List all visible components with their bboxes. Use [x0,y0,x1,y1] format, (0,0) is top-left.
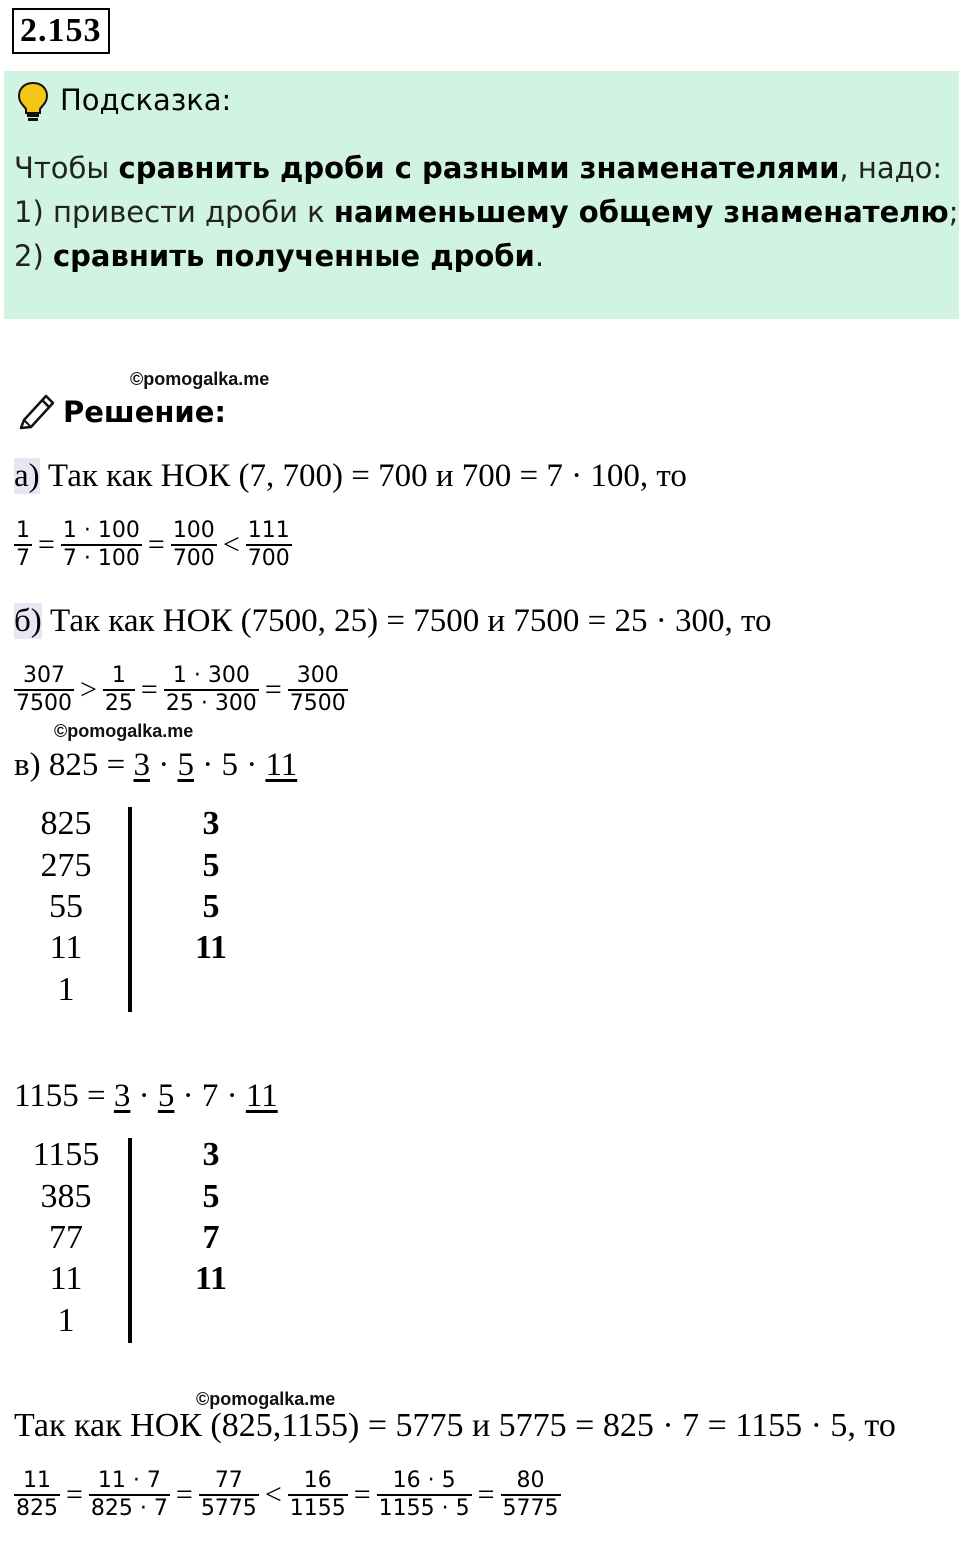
text: < [264,1478,282,1511]
watermark: ©pomogalka.me [130,369,270,389]
text: 1155 [32,1136,100,1173]
divider-line [128,1138,132,1343]
text: 7500 [289,691,346,716]
hint-line-2 [14,194,959,230]
text: = [175,1478,193,1511]
text: 11 [23,1468,51,1493]
fraction [377,1468,472,1522]
text: 1 · 300 [172,663,250,688]
text: 11 [245,1078,278,1114]
text: 7 · 100 [62,546,140,571]
text: 825 · 7 [90,1496,168,1521]
fraction [61,518,142,572]
text: Чтобы [14,151,119,185]
text: 700 [172,546,215,571]
text: 825 = [48,747,134,783]
text: = [477,1478,495,1511]
solution-title: Решение: [63,395,227,429]
text: 11 [194,1260,228,1297]
lightbulb-icon [16,80,50,122]
text: 5 [202,1178,220,1215]
text: = [264,673,282,706]
text: 55 [49,888,83,925]
part-v-conclusion: Так как НОК (825,1155) = 5775 и 5775 = 825 · 7 = 1155 · 5, то [14,1407,896,1444]
text: 77 [49,1219,83,1256]
text: 7500 [16,691,72,716]
text: 300 [296,663,339,688]
text: 275 [40,847,92,884]
part-b-expression [12,663,350,717]
text: 385 [40,1178,92,1215]
fraction [14,663,74,717]
text: 25 [104,691,133,716]
fraction [103,663,135,717]
fraction [164,663,259,717]
text: · 7 · [174,1078,246,1114]
text: 1 [16,518,30,543]
divider-line [128,807,132,1012]
hint-line-1 [14,150,942,186]
text: 1 · 100 [62,518,140,543]
text: 3 [133,747,150,783]
text: · [130,1078,158,1114]
part-v-label: в) [14,747,41,783]
text: 7 [202,1219,220,1256]
hint-line-3 [14,238,544,274]
text: = [353,1478,371,1511]
text: 5 [202,847,220,884]
text: . [534,239,545,273]
fraction [171,518,217,572]
text: наименьшему общему знаменателю [333,195,949,229]
text: = [140,673,158,706]
text: Так как НОК (7, 700) = 700 и 700 = 7 · 100, то [39,458,687,494]
text: 11 · 7 [97,1468,161,1493]
hint-title: Подсказка: [60,83,232,117]
text: = [66,1478,83,1511]
text: 25 · 300 [165,691,257,716]
text: 77 [214,1468,243,1493]
text: 825 [40,805,92,842]
text: 825 [16,1496,58,1521]
text: > [80,673,97,706]
text: 5775 [502,1496,559,1521]
text: 5 [157,1078,175,1114]
text: = [147,528,165,561]
text: 11 [265,747,298,783]
text: 11 [49,1260,83,1297]
text: ; [948,195,959,229]
text: 1) привести дроби к [14,195,334,229]
text: 111 [247,518,290,543]
part-b-text [14,601,772,641]
text: 11 [194,929,228,966]
factorization-table-825 [16,805,276,1015]
text: = [38,528,55,561]
text: 3 [202,1136,220,1173]
text: сравнить полученные дроби [52,239,535,273]
text: 1155 = [14,1078,114,1114]
text: 1 [57,1302,75,1339]
text: 11 [49,929,83,966]
text: 1 [57,971,75,1008]
part-v-eq2 [14,1076,278,1116]
text: 80 [516,1468,545,1493]
pencil-icon [16,390,58,430]
fraction [199,1468,259,1522]
text: 7 [16,546,30,571]
fraction [288,1468,348,1522]
text: 1 [111,663,126,688]
text: · [149,747,178,783]
text: 307 [23,663,65,688]
part-a-text [14,456,687,496]
fraction [14,1468,60,1522]
text: < [222,528,240,561]
text: 1155 · 5 [378,1496,470,1521]
text: 2) [14,239,53,273]
watermark: ©pomogalka.me [196,1389,336,1409]
fraction [501,1468,561,1522]
text: 700 [247,546,290,571]
part-a-expression [12,518,294,572]
text: 5 [177,747,194,783]
text: 3 [113,1078,131,1114]
part-a-label: а) [14,458,40,494]
fraction [288,663,348,717]
text: · 5 · [193,747,266,783]
text: сравнить дроби с разными знаменателями [118,151,840,185]
problem-number: 2.153 [12,8,110,54]
fraction [89,1468,170,1522]
fraction [14,518,32,572]
fraction [246,518,292,572]
text: 100 [172,518,215,543]
text: , надо: [839,151,943,185]
text: 5775 [200,1496,257,1521]
part-v-eq1 [14,745,297,785]
text: 1155 [289,1496,346,1521]
text: 16 [303,1468,332,1493]
watermark: ©pomogalka.me [54,721,194,741]
text: 16 · 5 [392,1468,456,1493]
text: 3 [202,805,220,842]
factorization-table-1155 [16,1136,276,1346]
text: 5 [202,888,220,925]
part-b-label: б) [14,603,42,639]
text: Так как НОК (7500, 25) = 7500 и 7500 = 25 · 300, то [41,603,772,639]
part-v-expression [12,1468,563,1522]
